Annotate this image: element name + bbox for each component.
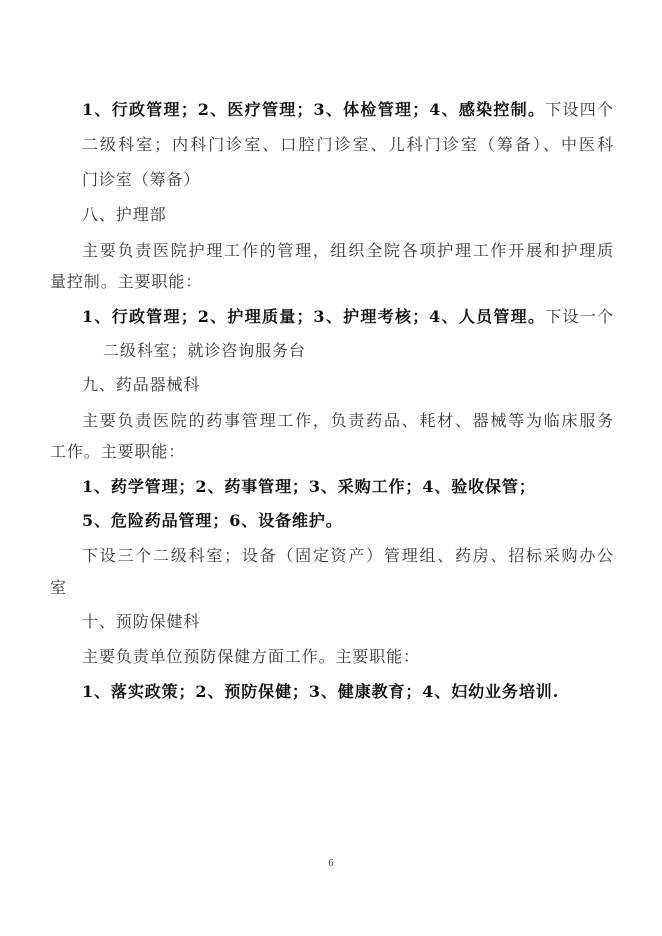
line-17: [82, 646, 420, 668]
line-8-segment: 二级科室；就诊咨询服务台: [103, 341, 306, 360]
line-13-segment: 5、危险药品管理；6、设备维护。: [82, 511, 343, 530]
line-1-segment: 下设四个: [545, 100, 614, 119]
heading-prevention-segment: 十、预防保健科: [82, 612, 201, 631]
page-number: 6: [328, 858, 334, 869]
heading-pharmacy-segment: 九、药品器械科: [82, 375, 201, 394]
line-3: [82, 169, 200, 191]
line-5: [82, 240, 614, 262]
line-15: [50, 577, 67, 599]
line-8: [103, 340, 306, 362]
line-10: [82, 410, 614, 432]
line-1-segment: 1、行政管理；2、医疗管理；3、体检管理；4、感染控制。: [82, 100, 546, 119]
heading-pharmacy: [82, 374, 200, 396]
line-2-segment: 二级科室；内科门诊室、口腔门诊室、儿科门诊室（筹备）、中医科: [82, 135, 614, 154]
line-5-segment: 主要负责医院护理工作的管理，组织全院各项护理工作开展和护理质: [82, 241, 614, 260]
line-18: [82, 681, 559, 703]
line-14-segment: 下设三个二级科室；设备（固定资产）管理组、药房、招标采购办公: [82, 546, 614, 565]
line-17-segment: 主要负责单位预防保健方面工作。主要职能：: [82, 647, 421, 666]
line-10-segment: 主要负责医院的药事管理工作，负责药品、耗材、器械等为临床服务: [82, 411, 614, 430]
heading-nursing: [82, 204, 167, 226]
line-18-segment: 1、落实政策；2、预防保健；3、健康教育；4、妇幼业务培训.: [82, 682, 560, 701]
line-12-segment: 1、药学管理；2、药事管理；3、采购工作；4、验收保管；: [82, 477, 536, 496]
heading-prevention: [82, 611, 200, 633]
line-11: [50, 441, 185, 463]
heading-nursing-segment: 八、护理部: [82, 205, 167, 224]
line-7-segment: 下设一个: [545, 307, 614, 326]
line-1: [82, 99, 614, 121]
line-3-segment: 门诊室（筹备）: [82, 170, 201, 189]
line-6: [50, 271, 202, 293]
line-15-segment: 室: [50, 578, 67, 597]
line-7-segment: 1、行政管理；2、护理质量；3、护理考核；4、人员管理。: [82, 307, 546, 326]
line-11-segment: 工作。主要职能：: [50, 442, 186, 461]
line-13: [82, 510, 343, 532]
line-12: [82, 476, 536, 498]
line-7: [82, 306, 614, 328]
line-14: [82, 545, 614, 567]
line-6-segment: 量控制。主要职能：: [50, 272, 203, 291]
line-2: [82, 134, 614, 156]
